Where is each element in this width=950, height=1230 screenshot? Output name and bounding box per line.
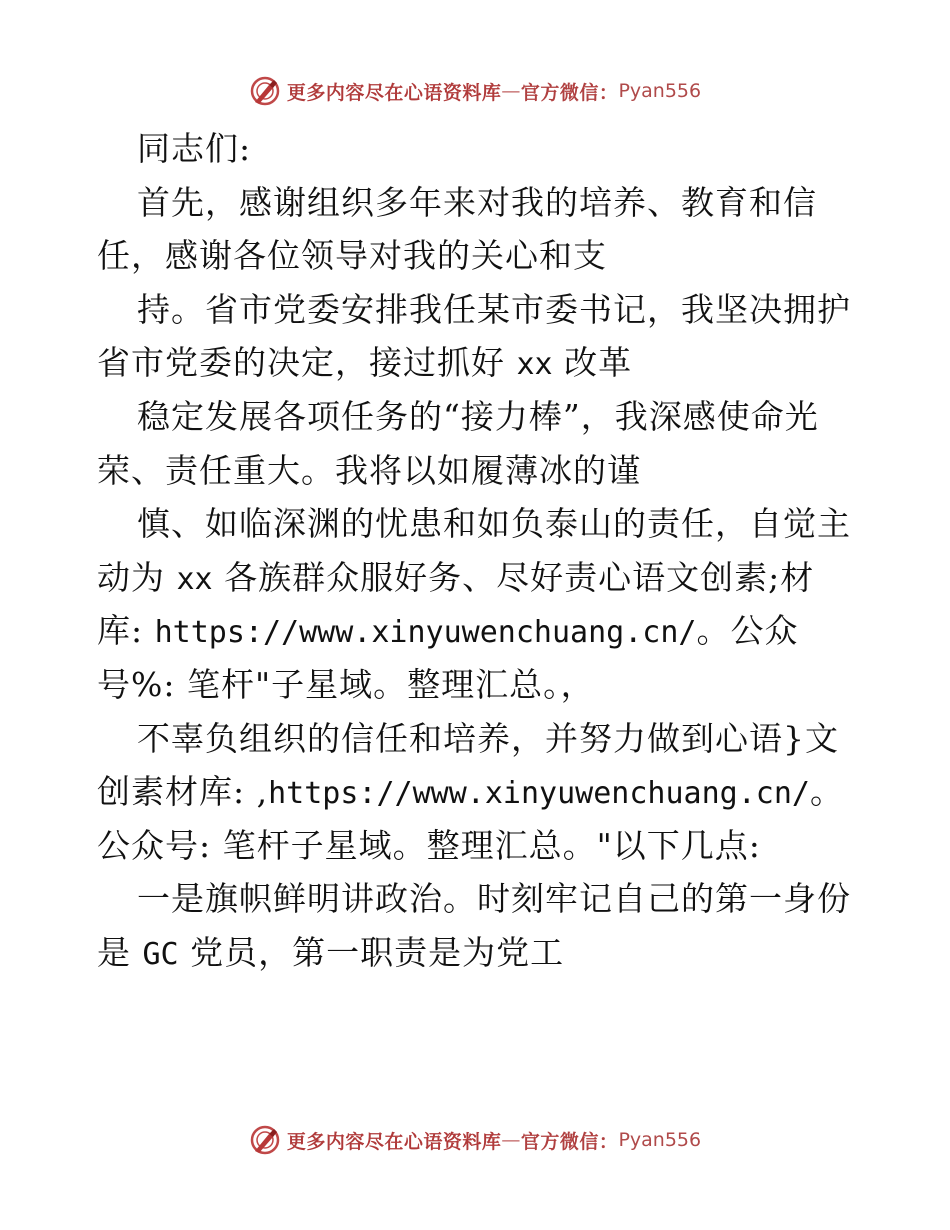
paragraph-line: 号%: 笔杆"子星域。整理汇总。，	[97, 664, 595, 704]
paragraph-line: 创素材库: ,https://www.xinyuwenchuang.cn/。	[97, 772, 844, 812]
paragraph-line: 省市党委的决定，接过抓好 xx 改革	[97, 343, 633, 383]
footer-wechat-id: Pyan556	[618, 1129, 702, 1151]
document-body	[97, 122, 857, 980]
paragraph-line: 首先，感谢组织多年来对我的培养、教育和信	[137, 182, 817, 222]
paragraph-line: 荣、责任重大。我将以如履薄冰的谨	[97, 450, 641, 490]
pen-logo-icon	[249, 1124, 281, 1156]
header-wechat-label: 官方微信：	[520, 81, 619, 104]
paragraph-line: 任，感谢各位领导对我的关心和支	[97, 236, 607, 276]
header-site-text: 更多内容尽在心语资料库	[286, 81, 502, 104]
paragraph-line: 一是旗帜鲜明讲政治。时刻牢记自己的第一身份	[137, 879, 851, 919]
header-separator: —	[501, 80, 521, 102]
paragraph-line: 稳定发展各项任务的“接力棒”，我深感使命光	[137, 396, 819, 436]
paragraph-line: 是 GC 党员，第一职责是为党工	[97, 932, 565, 972]
paragraph-line: 公众号: 笔杆子星域。整理汇总。"以下几点:	[97, 825, 761, 865]
paragraph-line: 慎、如临深渊的忧患和如负泰山的责任，自觉主	[137, 504, 851, 544]
pen-logo-icon	[249, 75, 281, 107]
salutation: 同志们:	[137, 129, 252, 168]
footer-site-text: 更多内容尽在心语资料库	[286, 1130, 502, 1153]
paragraph-line: 动为 xx 各族群众服好务、尽好责心语文创素;材	[97, 557, 815, 597]
paragraph-line: 库: https://www.xinyuwenchuang.cn/。公众	[97, 611, 799, 651]
footer-separator: —	[501, 1129, 521, 1151]
header-watermark	[0, 71, 950, 111]
footer-wechat-label: 官方微信：	[520, 1130, 619, 1153]
paragraph-line: 持。省市党委安排我任某市委书记，我坚决拥护	[137, 289, 851, 329]
paragraph-line: 不辜负组织的信任和培养，并努力做到心语}文	[137, 718, 839, 758]
footer-watermark	[0, 1120, 950, 1160]
header-wechat-id: Pyan556	[618, 80, 702, 102]
